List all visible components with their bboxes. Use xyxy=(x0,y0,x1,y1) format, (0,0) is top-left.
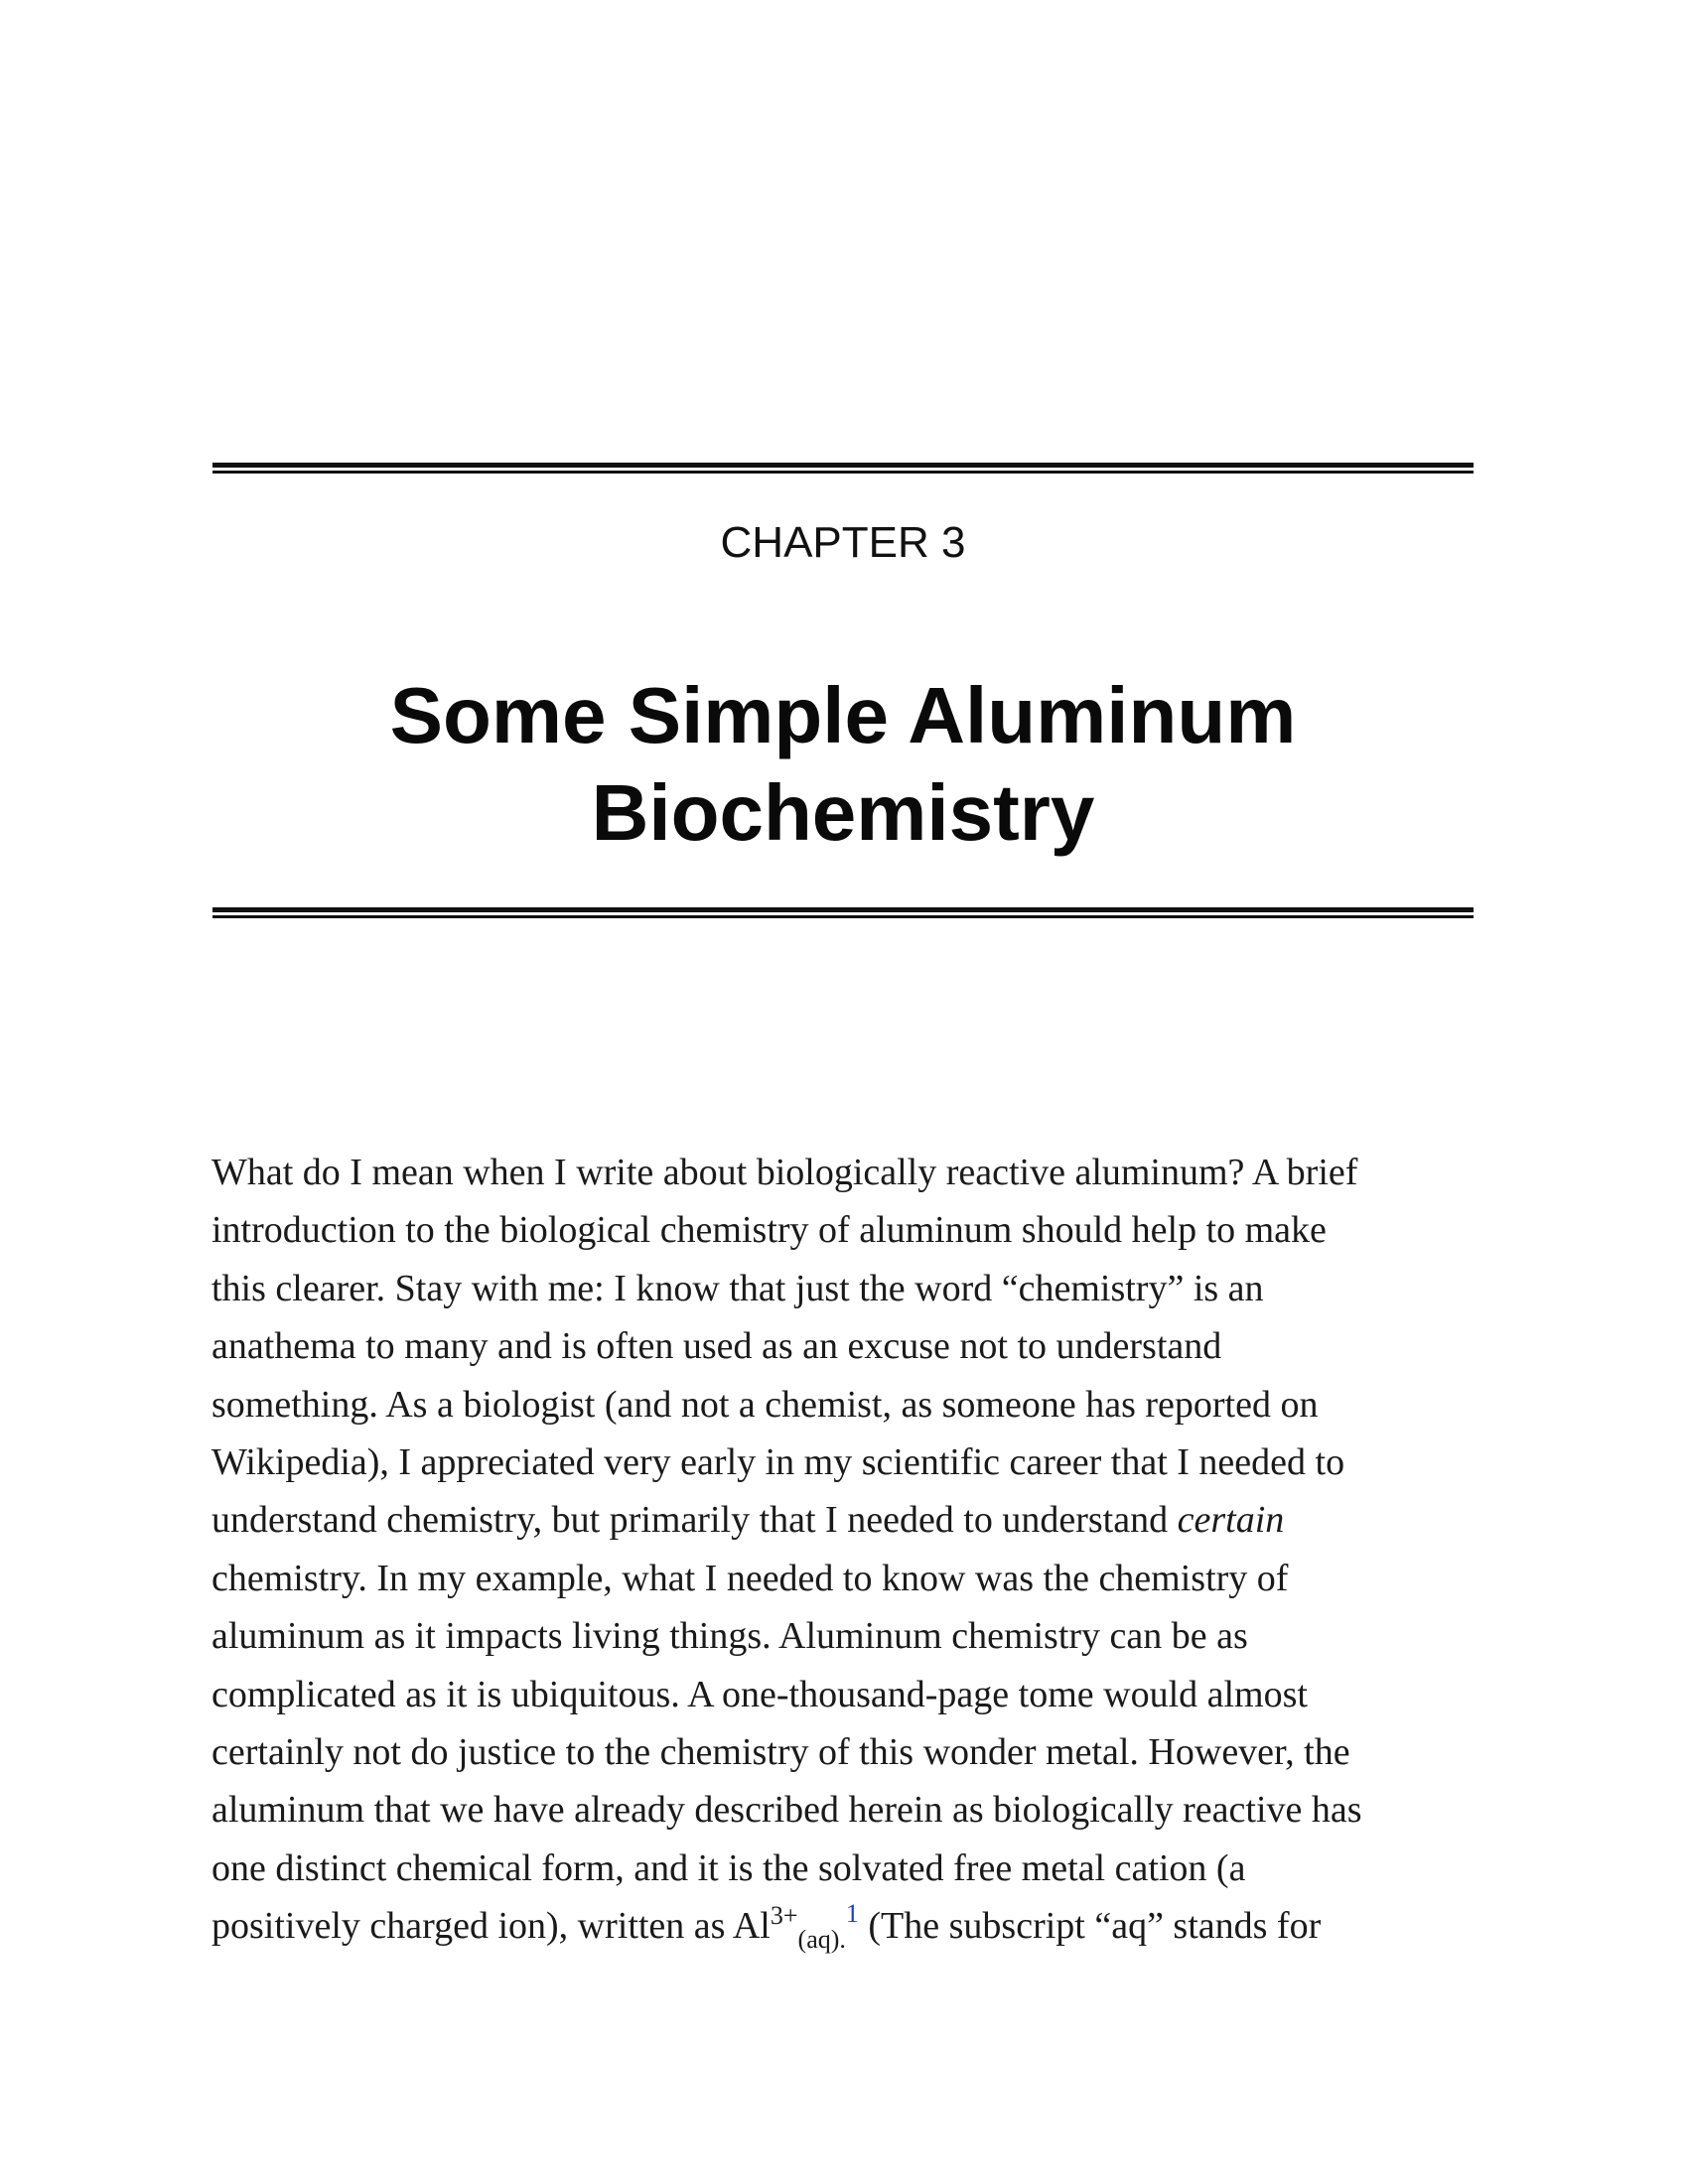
body-line: complicated as it is ubiquitous. A one-thousand-page tome would almost xyxy=(211,1673,1308,1715)
chapter-title-line2: Biochemistry xyxy=(591,768,1095,857)
top-double-rule xyxy=(212,463,1474,475)
body-line: What do I mean when I write about biologically reactive aluminum? A brief xyxy=(211,1152,1358,1193)
body-line: certainly not do justice to the chemistry of this wonder metal. However, the xyxy=(211,1730,1350,1773)
body-line-text: (The subscript “aq” stands for xyxy=(868,1905,1322,1948)
body-line: Wikipedia), I appreciated very early in my scientific career that I needed to xyxy=(211,1440,1345,1483)
body-line-text: understand chemistry, but primarily that I needed to understand xyxy=(211,1499,1169,1542)
body-line: aluminum that we have already described herein as biologically reactive has xyxy=(211,1789,1362,1832)
chapter-title-line1: Some Simple Aluminum xyxy=(389,671,1297,759)
body-line xyxy=(211,1897,1475,1955)
body-line: introduction to the biological chemistry of aluminum should help to make xyxy=(211,1209,1327,1252)
body-line-text: positively charged ion), written as Al xyxy=(211,1905,771,1948)
chapter-label: CHAPTER 3 xyxy=(720,518,966,567)
footnote-reference-link[interactable]: 1 xyxy=(845,1899,859,1929)
body-line: this clearer. Stay with me: I know that just the word “chemistry” is an xyxy=(211,1267,1264,1309)
body-paragraph xyxy=(211,1144,1475,1955)
emphasized-word: certain xyxy=(1177,1499,1285,1542)
subscript-period: . xyxy=(839,1925,846,1955)
charge-superscript: 3+ xyxy=(770,1901,798,1931)
aq-subscript: (aq) xyxy=(797,1925,840,1955)
body-line: something. As a biologist (and not a chemist, as someone has reported on xyxy=(211,1383,1319,1426)
chapter-title xyxy=(212,667,1474,862)
body-line: one distinct chemical form, and it is the solvated free metal cation (a xyxy=(211,1846,1246,1889)
body-line xyxy=(211,1491,1475,1549)
body-line: chemistry. In my example, what I needed to know was the chemistry of xyxy=(211,1557,1289,1599)
body-line: aluminum as it impacts living things. Aluminum chemistry can be as xyxy=(211,1615,1248,1658)
body-line: anathema to many and is often used as an excuse not to understand xyxy=(211,1325,1222,1368)
bottom-double-rule xyxy=(212,907,1474,919)
